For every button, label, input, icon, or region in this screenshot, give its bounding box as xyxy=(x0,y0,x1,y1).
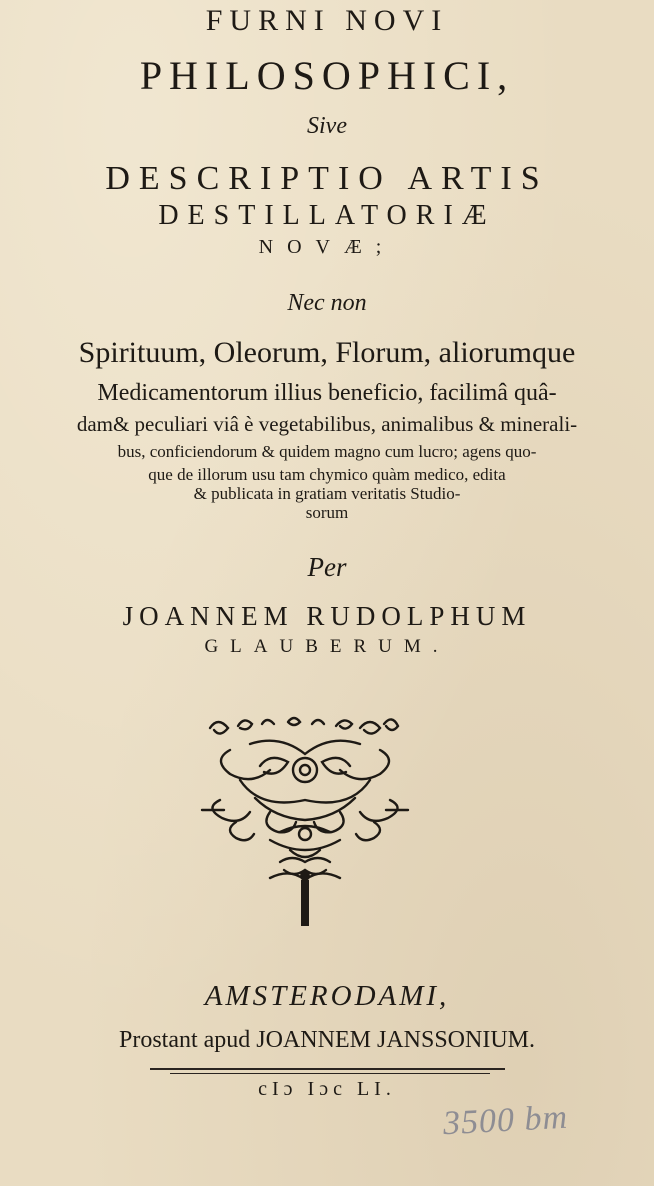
body-line-2: Medicamentorum illius beneficio, facilimâ quâ- xyxy=(97,380,557,406)
printers-flower-ornament-icon xyxy=(200,710,410,930)
body-line-4: bus, conficiendorum & quidem magno cum lucro; agens quo- xyxy=(117,442,537,461)
title-necnon: Nec non xyxy=(287,290,367,316)
title-sive: Sive xyxy=(307,113,347,139)
body-line-3: dam& peculiari viâ è vegetabilibus, animalibus & minerali- xyxy=(76,412,578,436)
imprint-rule-thin xyxy=(170,1073,490,1074)
title-line-3: DESCRIPTIO ARTIS xyxy=(105,160,549,197)
body-line-6: & publicata in gratiam veritatis Studio- xyxy=(193,484,461,503)
author-name-2: GLAUBERUM. xyxy=(204,636,450,657)
title-line-5: NOVÆ; xyxy=(258,236,396,258)
title-line-4: DESTILLATORIÆ xyxy=(158,200,496,231)
body-line-1: Spirituum, Oleorum, Florum, aliorumque xyxy=(78,336,576,369)
handwritten-shelfmark: 3500 bm xyxy=(442,1098,569,1143)
body-line-7: sorum xyxy=(305,503,349,522)
imprint-publisher: Prostant apud JOANNEM JANSSONIUM. xyxy=(118,1027,535,1053)
author-per: Per xyxy=(307,552,347,582)
title-line-2: PHILOSOPHICI, xyxy=(139,53,515,98)
imprint-rule xyxy=(150,1068,505,1070)
author-name-1: JOANNEM RUDOLPHUM xyxy=(122,601,532,631)
imprint-place: AMSTERODAMI, xyxy=(204,980,450,1012)
imprint-date: cIɔ Iɔc LI. xyxy=(258,1078,396,1100)
title-line-1: FURNI NOVI xyxy=(205,4,449,37)
body-line-5: que de illorum usu tam chymico quàm medico, edita xyxy=(148,465,506,484)
